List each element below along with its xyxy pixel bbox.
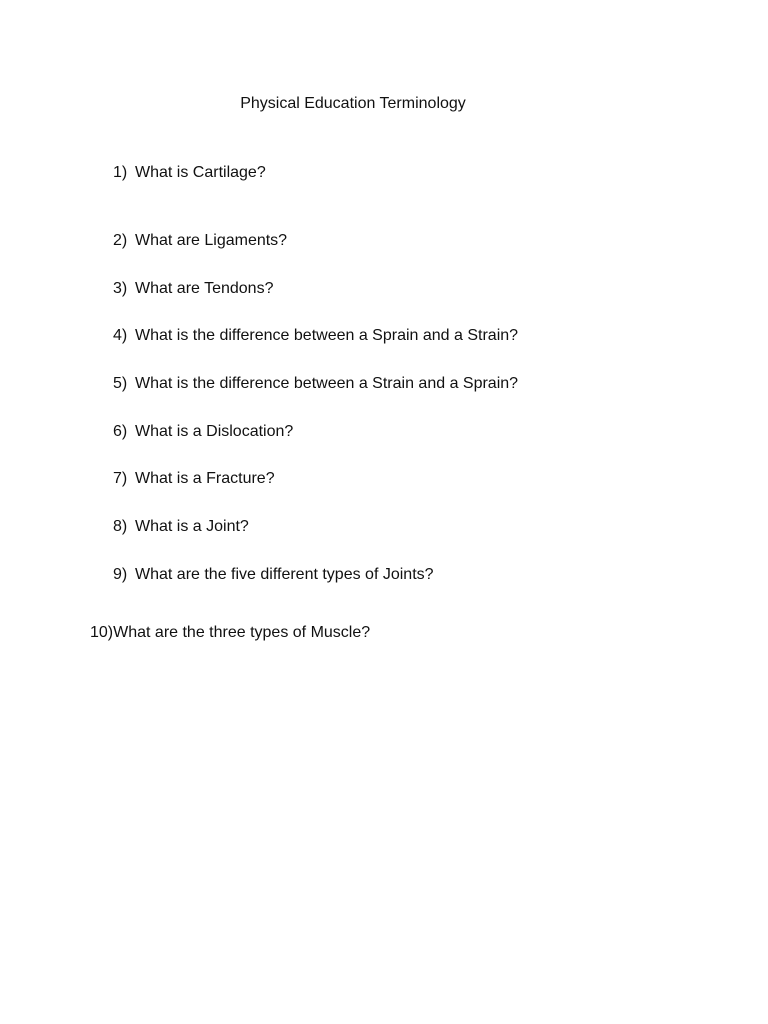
question-text: What is a Joint? xyxy=(135,518,249,535)
question-number: 9) xyxy=(113,566,128,583)
question-text: What are the three types of Muscle? xyxy=(113,624,371,641)
question-text: What is the difference between a Strain and a Sprain? xyxy=(135,375,519,392)
question-text: What are Tendons? xyxy=(135,280,274,297)
question-number: 10) xyxy=(90,624,114,641)
question-text: What are the five different types of Joints? xyxy=(135,566,434,583)
question-number: 3) xyxy=(113,280,128,297)
question-text: What is a Dislocation? xyxy=(135,423,294,440)
question-number: 4) xyxy=(113,327,128,344)
question-text: What is the difference between a Sprain and a Strain? xyxy=(135,327,519,344)
page-title: Physical Education Terminology xyxy=(240,95,466,112)
question-text: What is Cartilage? xyxy=(135,164,266,181)
question-number: 7) xyxy=(113,470,128,487)
question-number: 5) xyxy=(113,375,128,392)
question-item xyxy=(90,623,370,643)
question-text: What are Ligaments? xyxy=(135,232,288,249)
question-number: 8) xyxy=(113,518,128,535)
question-number: 6) xyxy=(113,423,128,440)
question-text: What is a Fracture? xyxy=(135,470,275,487)
question-number: 1) xyxy=(113,164,128,181)
question-number: 2) xyxy=(113,232,128,249)
